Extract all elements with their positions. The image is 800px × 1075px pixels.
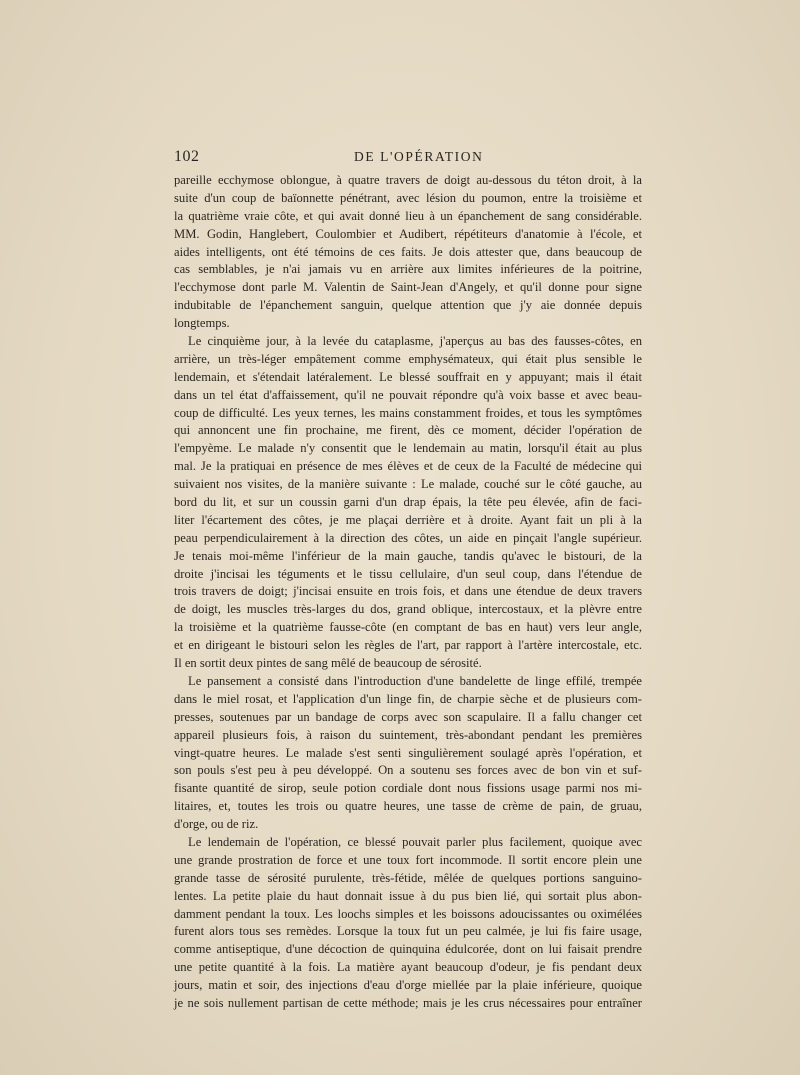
text-line: Je tenais moi-même l'inférieur de la main gauche, tandis qu'avec le bistouri, de la (174, 548, 642, 563)
text-line: de doigt, les muscles très-larges du dos, grand oblique, intercostaux, et la plèvre entre (174, 602, 642, 617)
text-line: lendemain, et s'étendait latéralement. Le blessé souffrait en y appuyant; mais il était (174, 369, 642, 384)
text-line: furent alors tous ses remèdes. Lorsque la toux fut un peu calmée, je lui fis faire usage, (174, 924, 642, 939)
text-line: l'empyème. Le malade n'y consentit que le lendemain au matin, lorsqu'il était au plus (174, 441, 642, 456)
text-line: aides intelligents, ont été témoins de ces faits. Je dois attester que, dans beaucoup de (174, 244, 642, 259)
text-line: qui annoncent une fin prochaine, me firent, dès ce moment, décider l'opération de (174, 423, 642, 438)
text-line: une petite quantité à la fois. La matière ayant beaucoup d'odeur, je fis pendant deux (174, 960, 642, 975)
text-line: litaires, et, toutes les trois ou quatre heures, une tasse de crème de pain, de gruau, (174, 799, 642, 814)
text-line: vingt-quatre heures. Le malade s'est senti singulièrement soulagé après l'opération, et (174, 745, 642, 760)
text-line: arrière, un très-léger empâtement comme emphysémateux, qui était plus sensible le (174, 351, 642, 366)
text-line: droite j'incisai les téguments et le tissu cellulaire, d'un seul coup, dans l'étendue de (174, 566, 642, 581)
text-line: mal. Je la pratiquai en présence de mes élèves et de ceux de la Faculté de médecine qui (174, 459, 642, 474)
text-line: coup de difficulté. Les yeux ternes, les mains constamment froides, et tous les symptômes (174, 405, 642, 420)
text-line: liter l'écartement des côtes, je me plaçai derrière et à droite. Ayant fait un pli à la (174, 512, 642, 527)
running-head: DE L'OPÉRATION (354, 149, 484, 164)
text-line: Le lendemain de l'opération, ce blessé pouvait parler plus facilement, quoique avec (188, 834, 642, 849)
text-line: l'ecchymose dont parle M. Valentin de Saint-Jean d'Angely, et qu'il donne pour signe (174, 280, 642, 295)
text-line: lentes. La petite plaie du haut donnait issue à du pus bien lié, qui sortait plus abon- (174, 888, 642, 903)
text-line: MM. Godin, Hanglebert, Coulombier et Audibert, répétiteurs d'anatomie à l'école, et (174, 226, 642, 241)
text-line: jours, matin et soir, des injections d'eau d'orge miellée par la plaie inférieure, quoique (174, 978, 642, 993)
text-line: peau perpendiculairement à la direction des côtes, un aide en pinçait l'angle supérieur. (174, 530, 642, 545)
text-line: cas semblables, je n'ai jamais vu en arrière aux limites inférieures de la poitrine, (174, 262, 642, 277)
text-line: Le pansement a consisté dans l'introduction d'une bandelette de linge effilé, trempée (188, 673, 642, 688)
text-line: indubitable de l'épanchement sanguin, quelque attention que j'y aie donnée depuis (174, 298, 642, 313)
text-line: Il en sortit deux pintes de sang mêlé de beaucoup de sérosité. (174, 656, 482, 671)
text-line: une grande prostration de force et une toux fort incommode. Il sortit encore plein une (174, 852, 642, 867)
text-line: presses, soutenues par un bandage de corps avec son scapulaire. Il a fallu changer cet (174, 709, 642, 724)
text-line: bord du lit, et sur un coussin garni d'un drap épais, la tête peu élevée, afin de faci- (174, 495, 642, 510)
text-line: damment pendant la toux. Les loochs simples et les boissons adoucissantes ou oximélées (174, 906, 642, 921)
text-line: suivaient nos visites, de la manière suivante : Le malade, couché sur le côté gauche, au (174, 477, 642, 492)
text-line: dans un tel état d'affaissement, qu'il ne pouvait répondre qu'à voix basse et avec beau- (174, 387, 642, 402)
page-header (174, 148, 642, 168)
text-line: trois travers de doigt; j'incisai ensuite en trois fois, et dans une étendue de deux travers (174, 584, 642, 599)
text-line: grande tasse de sérosité purulente, très-fétide, mêlée de quelques portions sanguino- (174, 870, 642, 885)
text-line: d'orge, ou de riz. (174, 817, 259, 832)
text-line: fisante quantité de sirop, seule potion cordiale dont nous fissions usage parmi nos mi- (174, 781, 642, 796)
text-line: longtemps. (174, 316, 230, 331)
text-line: dans le miel rosat, et l'application d'un linge fin, de charpie sèche et de plusieurs com- (174, 691, 642, 706)
text-line: et en dirigeant le bistouri selon les règles de l'art, par rapport à l'artère intercostale, etc. (174, 638, 642, 653)
body-text (174, 172, 642, 1013)
text-line: Le cinquième jour, à la levée du cataplasme, j'aperçus au bas des fausses-côtes, en (188, 334, 642, 349)
text-line: pareille ecchymose oblongue, à quatre travers de doigt au-dessous du téton droit, à la (174, 173, 642, 187)
text-line: la troisième et la quatrième fausse-côte (en comptant de bas en haut) vers leur angle, (174, 620, 642, 635)
text-line: appareil plusieurs fois, à raison du suintement, très-abondant pendant les premières (174, 727, 642, 742)
text-line: la quatrième vraie côte, et qui avait donné lieu à un épanchement de sang considérable. (174, 208, 642, 223)
text-line: son pouls s'est peu à peu développé. On a soutenu ses forces avec de bon vin et suf- (174, 763, 642, 778)
text-line: comme antiseptique, d'une décoction de quinquina édulcorée, dont on lui faisait prendre (174, 942, 642, 957)
text-line: suite d'un coup de baïonnette pénétrant, avec lésion du poumon, entre la troisième et (174, 190, 642, 205)
page-number: 102 (174, 148, 200, 165)
text-line: je ne sois nullement partisan de cette méthode; mais je les crus nécessaires pour entraîner (174, 995, 642, 1010)
